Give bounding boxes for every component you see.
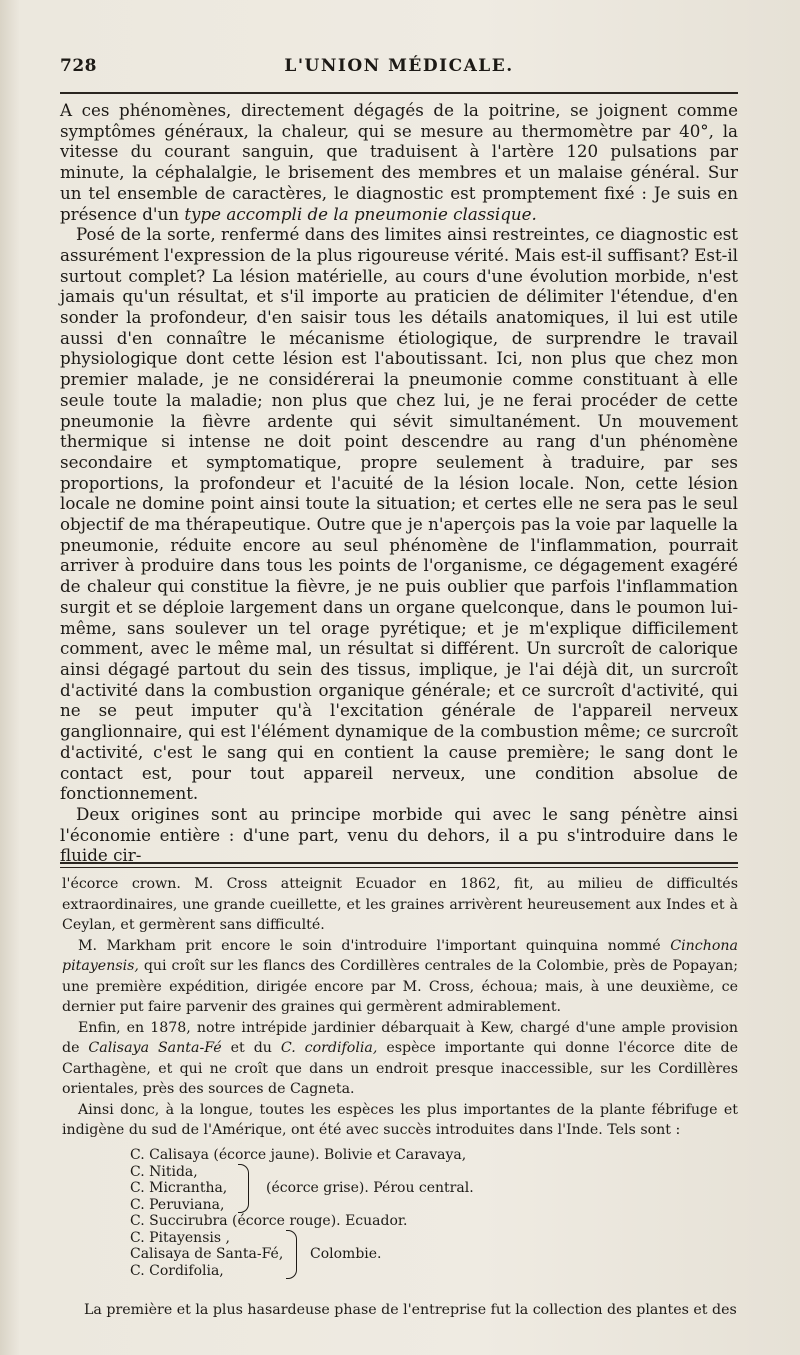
paragraph-3: Deux origines sont au principe morbide qui avec le sang pénètre ainsi l'économie entière : d'une part, venu du dehors, il a pu s'introduire dans le fluide cir-: [60, 803, 738, 866]
species-item: Calisaya de Santa-Fé,: [130, 1246, 284, 1262]
main-text: [60, 100, 738, 866]
footnote-rule: [60, 862, 738, 868]
species-item: C. Calisaya (écorce jaune). Bolivie et Caravaya,: [130, 1147, 467, 1163]
final-line: La première et la plus hasardeuse phase de l'entreprise fut la collection des plantes et des: [84, 1302, 737, 1318]
brace: [238, 1164, 249, 1214]
species-item: C. Micrantha,: [130, 1180, 228, 1196]
page-number: 728: [60, 56, 97, 76]
running-title: L'UNION MÉDICALE.: [284, 56, 514, 76]
note-paragraph-3: Enfin, en 1878, notre intrépide jardinier débarquait à Kew, chargé d'une ample provision de Calisaya Santa-Fé et du C. cordifolia, espèce importante qui donne l'écorce dite de Carthagène, et qui ne croît que dans un endroit presque inaccessible, sur les Cordillères orientales, près des sources de Cagneta.: [62, 1019, 738, 1097]
italic-diagnosis: type accompli de la pneumonie classique.: [184, 203, 537, 224]
species-item: C. Succirubra (écorce rouge). Ecuador.: [130, 1213, 408, 1229]
group-label: (écorce grise). Pérou central.: [266, 1179, 474, 1196]
footnote-text: [62, 874, 738, 1141]
group-label: Colombie.: [310, 1245, 382, 1262]
page-header: [60, 56, 738, 86]
paragraph-2: Posé de la sorte, renfermé dans des limites ainsi restreintes, ce diagnostic est assurément l'expression de la plus rigoureuse vérité. Mais est-il suffisant? Est-il surtout complet? La lésion matérielle, au cours d'une évolution morbide, n'est jamais qu'un résultat, et s'il importe au praticien de délimiter l'étendue, d'en sonder la profondeur, d'en saisir tous les détails anatomiques, il lui est utile aussi d'en connaître le mécanisme étiologique, de surprendre le travail physiologique dont cette lésion est l'aboutissant. Ici, non plus que chez mon premier malade, je ne considérerai la pneumonie comme constituant à elle seule toute la maladie; non plus que chez lui, je ne ferai procéder de cette pneumonie la fièvre ardente qui sévit simultanément. Un mouvement thermique si intense ne doit point descendre au rang d'un phénomène secondaire et symptomatique, propre seulement à traduire, par ses proportions, la profondeur et l'acuité de la lésion locale. Non, cette lésion locale ne domine point ainsi toute la situation; et certes elle ne sera pas le seul objectif de ma thérapeutique. Outre que je n'aperçois pas la voie par laquelle la pneumonie, réduite encore au seul phénomène de l'inflammation, pourrait arriver à produire dans tous les points de l'organisme, ce dégagement exagéré de chaleur qui constitue la fièvre, je ne puis oublier que parfois l'inflammation surgit et se déploie largement dans un organe quelconque, dans le poumon lui-même, sans soulever un tel orage pyrétique; et je m'explique difficilement comment, avec le même mal, un résultat si différent. Un surcroît de calorique ainsi dégagé partout du sein des tissus, implique, je l'ai déjà dit, un surcroît d'activité dans la combustion organique générale; et ce surcroît d'activité, qui ne se peut imputer qu'à l'excitation générale de l'appareil nerveux ganglionnaire, qui est l'élément dynamique de la combustion même; ce surcroît d'activité, c'est le sang qui en contient la cause première; le sang dont le contact est, pour tout appareil nerveux, une condition absolue de fonctionnement.: [60, 224, 738, 804]
header-rule: [60, 92, 738, 94]
brace: [286, 1230, 297, 1280]
note-paragraph-1: l'écorce crown. M. Cross atteignit Ecuador en 1862, fit, au milieu de difficultés extraordinaires, une grande cueillette, et les graines arrivèrent heureusement aux Indes et à Ceylan, et germèrent sans difficulté.: [62, 876, 738, 933]
species-item: C. Nitida,: [130, 1163, 198, 1180]
species-group-colombia: [130, 1229, 382, 1280]
note-paragraph-4: Ainsi donc, à la longue, toutes les espèces les plus importantes de la plante fébrifuge et indigène du sud de l'Amérique, ont été avec succès introduites dans l'Inde. Tels sont :: [62, 1101, 738, 1138]
species-item: C. Peruviana,: [130, 1196, 225, 1213]
species-group-grey-bark: [130, 1163, 474, 1214]
species-list: [130, 1147, 474, 1279]
note-paragraph-2: M. Markham prit encore le soin d'introduire l'important quinquina nommé Cinchona pitayensis, qui croît sur les flancs des Cordillères centrales de la Colombie, près de Popayan; une première expédition, dirigée encore par M. Cross, échoua; mais, à une deuxième, ce dernier put faire parvenir des graines qui germèrent admirablement.: [62, 937, 738, 1015]
paragraph-1: A ces phénomènes, directement dégagés de la poitrine, se joignent comme symptômes généraux, la chaleur, qui se mesure au thermomètre par 40°, la vitesse du courant sanguin, que traduisent à l'artère 120 pulsations par minute, la céphalalgie, le brisement des membres et un malaise général. Sur un tel ensemble de caractères, le diagnostic est promptement fixé : Je suis en présence d'un type accompli de la pneumonie classique.: [60, 100, 738, 224]
species-item: C. Cordifolia,: [130, 1262, 224, 1279]
species-item: C. Pitayensis ,: [130, 1229, 230, 1246]
